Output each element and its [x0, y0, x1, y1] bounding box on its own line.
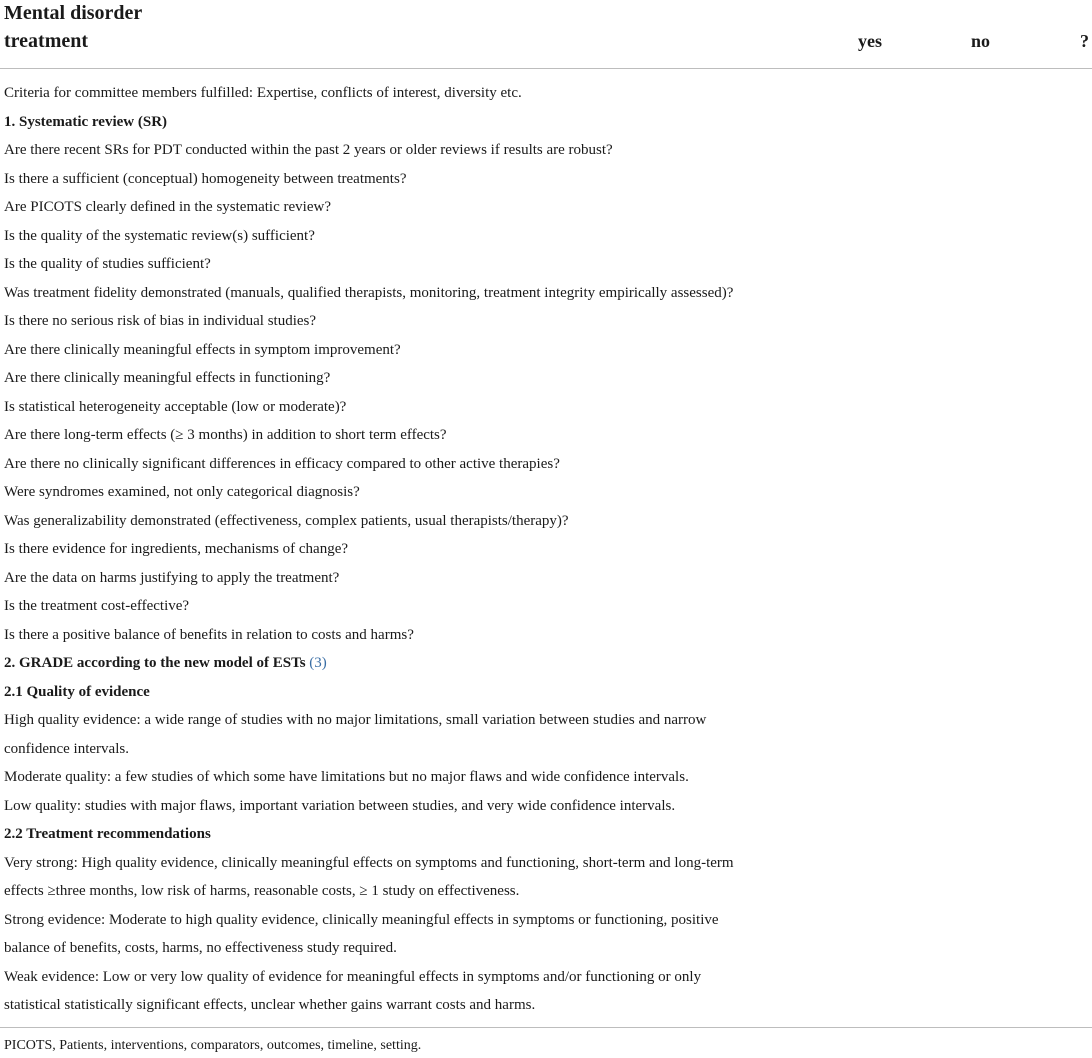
table-row: effects ≥three months, low risk of harms, reasonable costs, ≥ 1 study on effectiveness. [4, 883, 520, 899]
table-row: Is the quality of the systematic review(s) sufficient? [4, 227, 315, 244]
table-row: Is the quality of studies sufficient? [4, 256, 211, 272]
column-header-no: no [971, 31, 991, 51]
table-row: Was generalizability demonstrated (effectiveness, complex patients, usual therapists/therapy)? [4, 512, 569, 529]
table-row: Weak evidence: Low or very low quality of evidence for meaningful effects in symptoms and/or functioning or only [4, 968, 702, 985]
table-row: Moderate quality: a few studies of which some have limitations but no major flaws and wide confidence intervals. [4, 769, 689, 785]
table-row: Are there clinically meaningful effects in functioning? [4, 370, 331, 386]
subsection-heading-treatment-recommendations: 2.2 Treatment recommendations [4, 826, 211, 842]
table-row: Was treatment fidelity demonstrated (manuals, qualified therapists, monitoring, treatment integrity empirically assessed)? [4, 284, 734, 301]
table-row: Are there clinically meaningful effects in symptom improvement? [4, 341, 401, 358]
header-title-line1: Mental disorder [4, 2, 143, 24]
table-header [0, 0, 1092, 69]
table-row: Are there no clinically significant differences in efficacy compared to other active therapies? [4, 455, 560, 472]
table-body [4, 79, 1088, 1020]
column-header-yes: yes [858, 31, 882, 51]
table-row: confidence intervals. [4, 740, 129, 757]
table-row: Is there a sufficient (conceptual) homogeneity between treatments? [4, 170, 407, 187]
table-row: Is the treatment cost-effective? [4, 598, 190, 614]
table-footnote: PICOTS, Patients, interventions, comparators, outcomes, timeline, setting. [4, 1038, 422, 1053]
section-heading-systematic-review: 1. Systematic review (SR) [4, 113, 168, 130]
table-row: High quality evidence: a wide range of studies with no major limitations, small variation between studies and narrow [4, 712, 707, 728]
table-row-criteria: Criteria for committee members fulfilled: Expertise, conflicts of interest, diversity etc. [4, 85, 522, 101]
table-row: Were syndromes examined, not only categorical diagnosis? [4, 484, 360, 500]
table-row: statistical statistically significant effects, unclear whether gains warrant costs and harms. [4, 997, 536, 1013]
table-row: Are the data on harms justifying to apply the treatment? [4, 569, 340, 586]
table-row: Is there a positive balance of benefits in relation to costs and harms? [4, 626, 414, 643]
header-title-line2: treatment [4, 30, 89, 52]
table-row: Strong evidence: Moderate to high quality evidence, clinically meaningful effects in symptoms or functioning, positive [4, 911, 719, 928]
table-row: Are there long-term effects (≥ 3 months) in addition to short term effects? [4, 427, 447, 443]
reference-link[interactable]: (3) [309, 655, 327, 671]
table-row: Low quality: studies with major flaws, important variation between studies, and very wide confidence intervals. [4, 797, 676, 814]
section-heading-grade [4, 649, 1088, 678]
table-row: Is there evidence for ingredients, mechanisms of change? [4, 541, 349, 557]
table-row: Is there no serious risk of bias in individual studies? [4, 313, 317, 329]
table-row: Are there recent SRs for PDT conducted within the past 2 years or older reviews if results are robust? [4, 142, 613, 158]
subsection-heading-quality-of-evidence: 2.1 Quality of evidence [4, 683, 150, 700]
table-row: Are PICOTS clearly defined in the systematic review? [4, 199, 331, 215]
column-header-unknown: ? [1080, 31, 1089, 51]
table-row: balance of benefits, costs, harms, no effectiveness study required. [4, 940, 397, 956]
footer-divider [0, 1027, 1092, 1028]
table-row: Is statistical heterogeneity acceptable (low or moderate)? [4, 398, 347, 415]
section-heading-grade-text: 2. GRADE according to the new model of ESTs [4, 655, 306, 671]
table-row: Very strong: High quality evidence, clinically meaningful effects on symptoms and functioning, short-term and long-term [4, 854, 734, 871]
